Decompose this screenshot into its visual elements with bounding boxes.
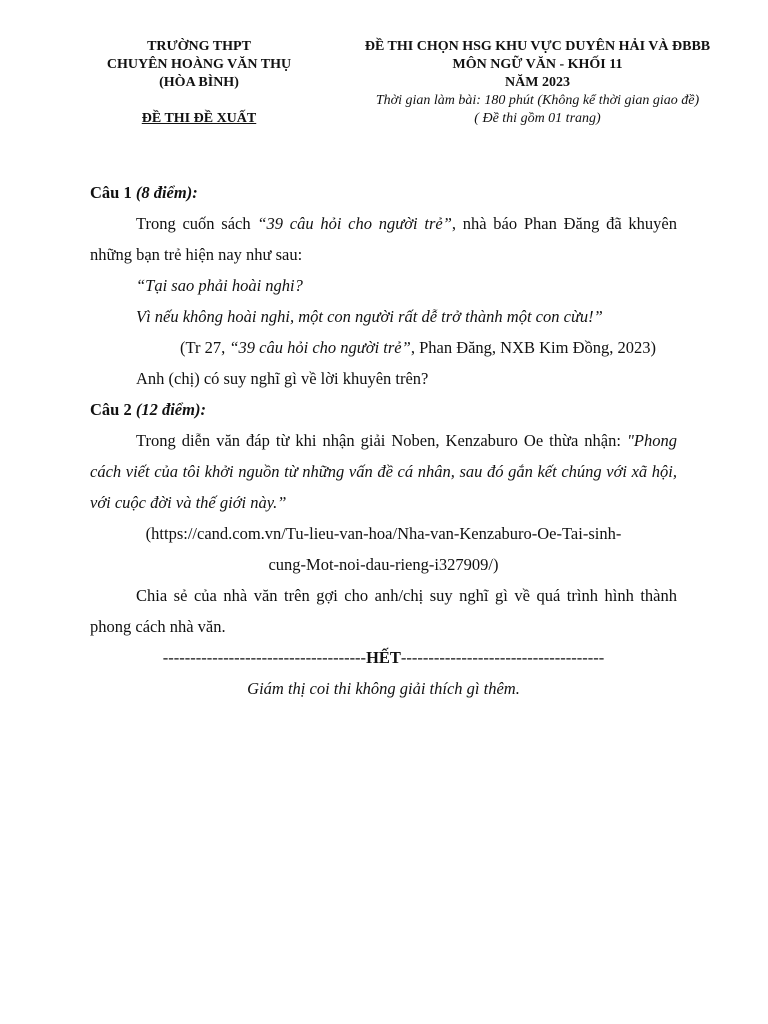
question-2-source-line2: cung-Mot-noi-dau-rieng-i327909/) [268,555,499,574]
question-1-title [90,177,677,208]
proctor-note: Giám thị coi thi không giải thích gì thêm. [247,679,520,698]
question-2-title [90,394,677,425]
question-1-ref-page: (Tr 27, [180,338,230,357]
end-dashes-left: ------------------------------------- [162,648,367,667]
question-2-points: (12 điểm): [135,400,206,419]
end-marker [90,642,677,673]
question-1-reference [90,332,677,363]
question-2-quote: "Phong cách viết của tôi khởi nguồn từ những vấn đề cá nhân, sau đó gắn kết chúng với xã hội, với cuộc đời và thế giới này.” [90,431,677,512]
question-2-task: Chia sẻ của nhà văn trên gợi cho anh/chị suy nghĩ gì về quá trình hình thành phong cách nhà văn. [90,586,677,636]
question-2-intro [90,425,677,518]
exam-pages: ( Đề thi gồm 01 trang) [474,111,601,126]
question-1-intro-text: Trong cuốn sách [136,214,258,233]
question-1-label: Câu 1 [90,183,136,202]
question-1-quote-line2: Vì nếu không hoài nghi, một con người rất dễ trở thành một con cừu!” [136,307,603,326]
school-header [90,38,308,128]
exam-subject: MÔN NGỮ VĂN - KHỐI 11 [452,57,623,72]
question-1-intro-text-end: , nhà báo Phan Đăng đã khuyên những bạn trẻ hiện nay như sau: [90,214,677,264]
question-1-ref-book: “39 câu hỏi cho người trẻ” [229,338,411,357]
question-1-ref-publisher: , Phan Đăng, NXB Kim Đồng, 2023) [410,338,657,357]
proposed-exam-label: ĐỀ THI ĐỀ XUẤT [141,111,257,126]
question-1-task: Anh (chị) có suy nghĩ gì về lời khuyên trên? [136,369,429,388]
question-2-label: Câu 2 [90,400,136,419]
question-1-book-title: “39 câu hỏi cho người trẻ” [257,214,452,233]
question-2-source-line1: (https://cand.com.vn/Tu-lieu-van-hoa/Nha-van-Kenzaburo-Oe-Tai-sinh- [145,524,622,543]
exam-time: Thời gian làm bài: 180 phút (Không kể thời gian giao đề) [375,93,700,108]
question-1-points: (8 điểm): [135,183,198,202]
question-1-intro [90,208,677,270]
exam-year: NĂM 2023 [505,75,570,90]
end-dashes-right: ------------------------------------- [400,648,605,667]
school-name-line1: TRƯỜNG THPT [147,39,251,54]
end-label: HẾT [366,648,401,667]
exam-header [350,38,725,128]
school-province: (HÒA BÌNH) [159,75,239,90]
question-2-intro-text: Trong diễn văn đáp từ khi nhận giải Noben, Kenzaburo Oe thừa nhận: [136,431,627,450]
school-name-line2: CHUYÊN HOÀNG VĂN THỤ [106,57,292,72]
question-1-quote-line1: “Tại sao phải hoài nghi? [136,276,303,295]
exam-title: ĐỀ THI CHỌN HSG KHU VỰC DUYÊN HẢI VÀ ĐBBB [364,39,711,54]
exam-body [90,177,677,704]
